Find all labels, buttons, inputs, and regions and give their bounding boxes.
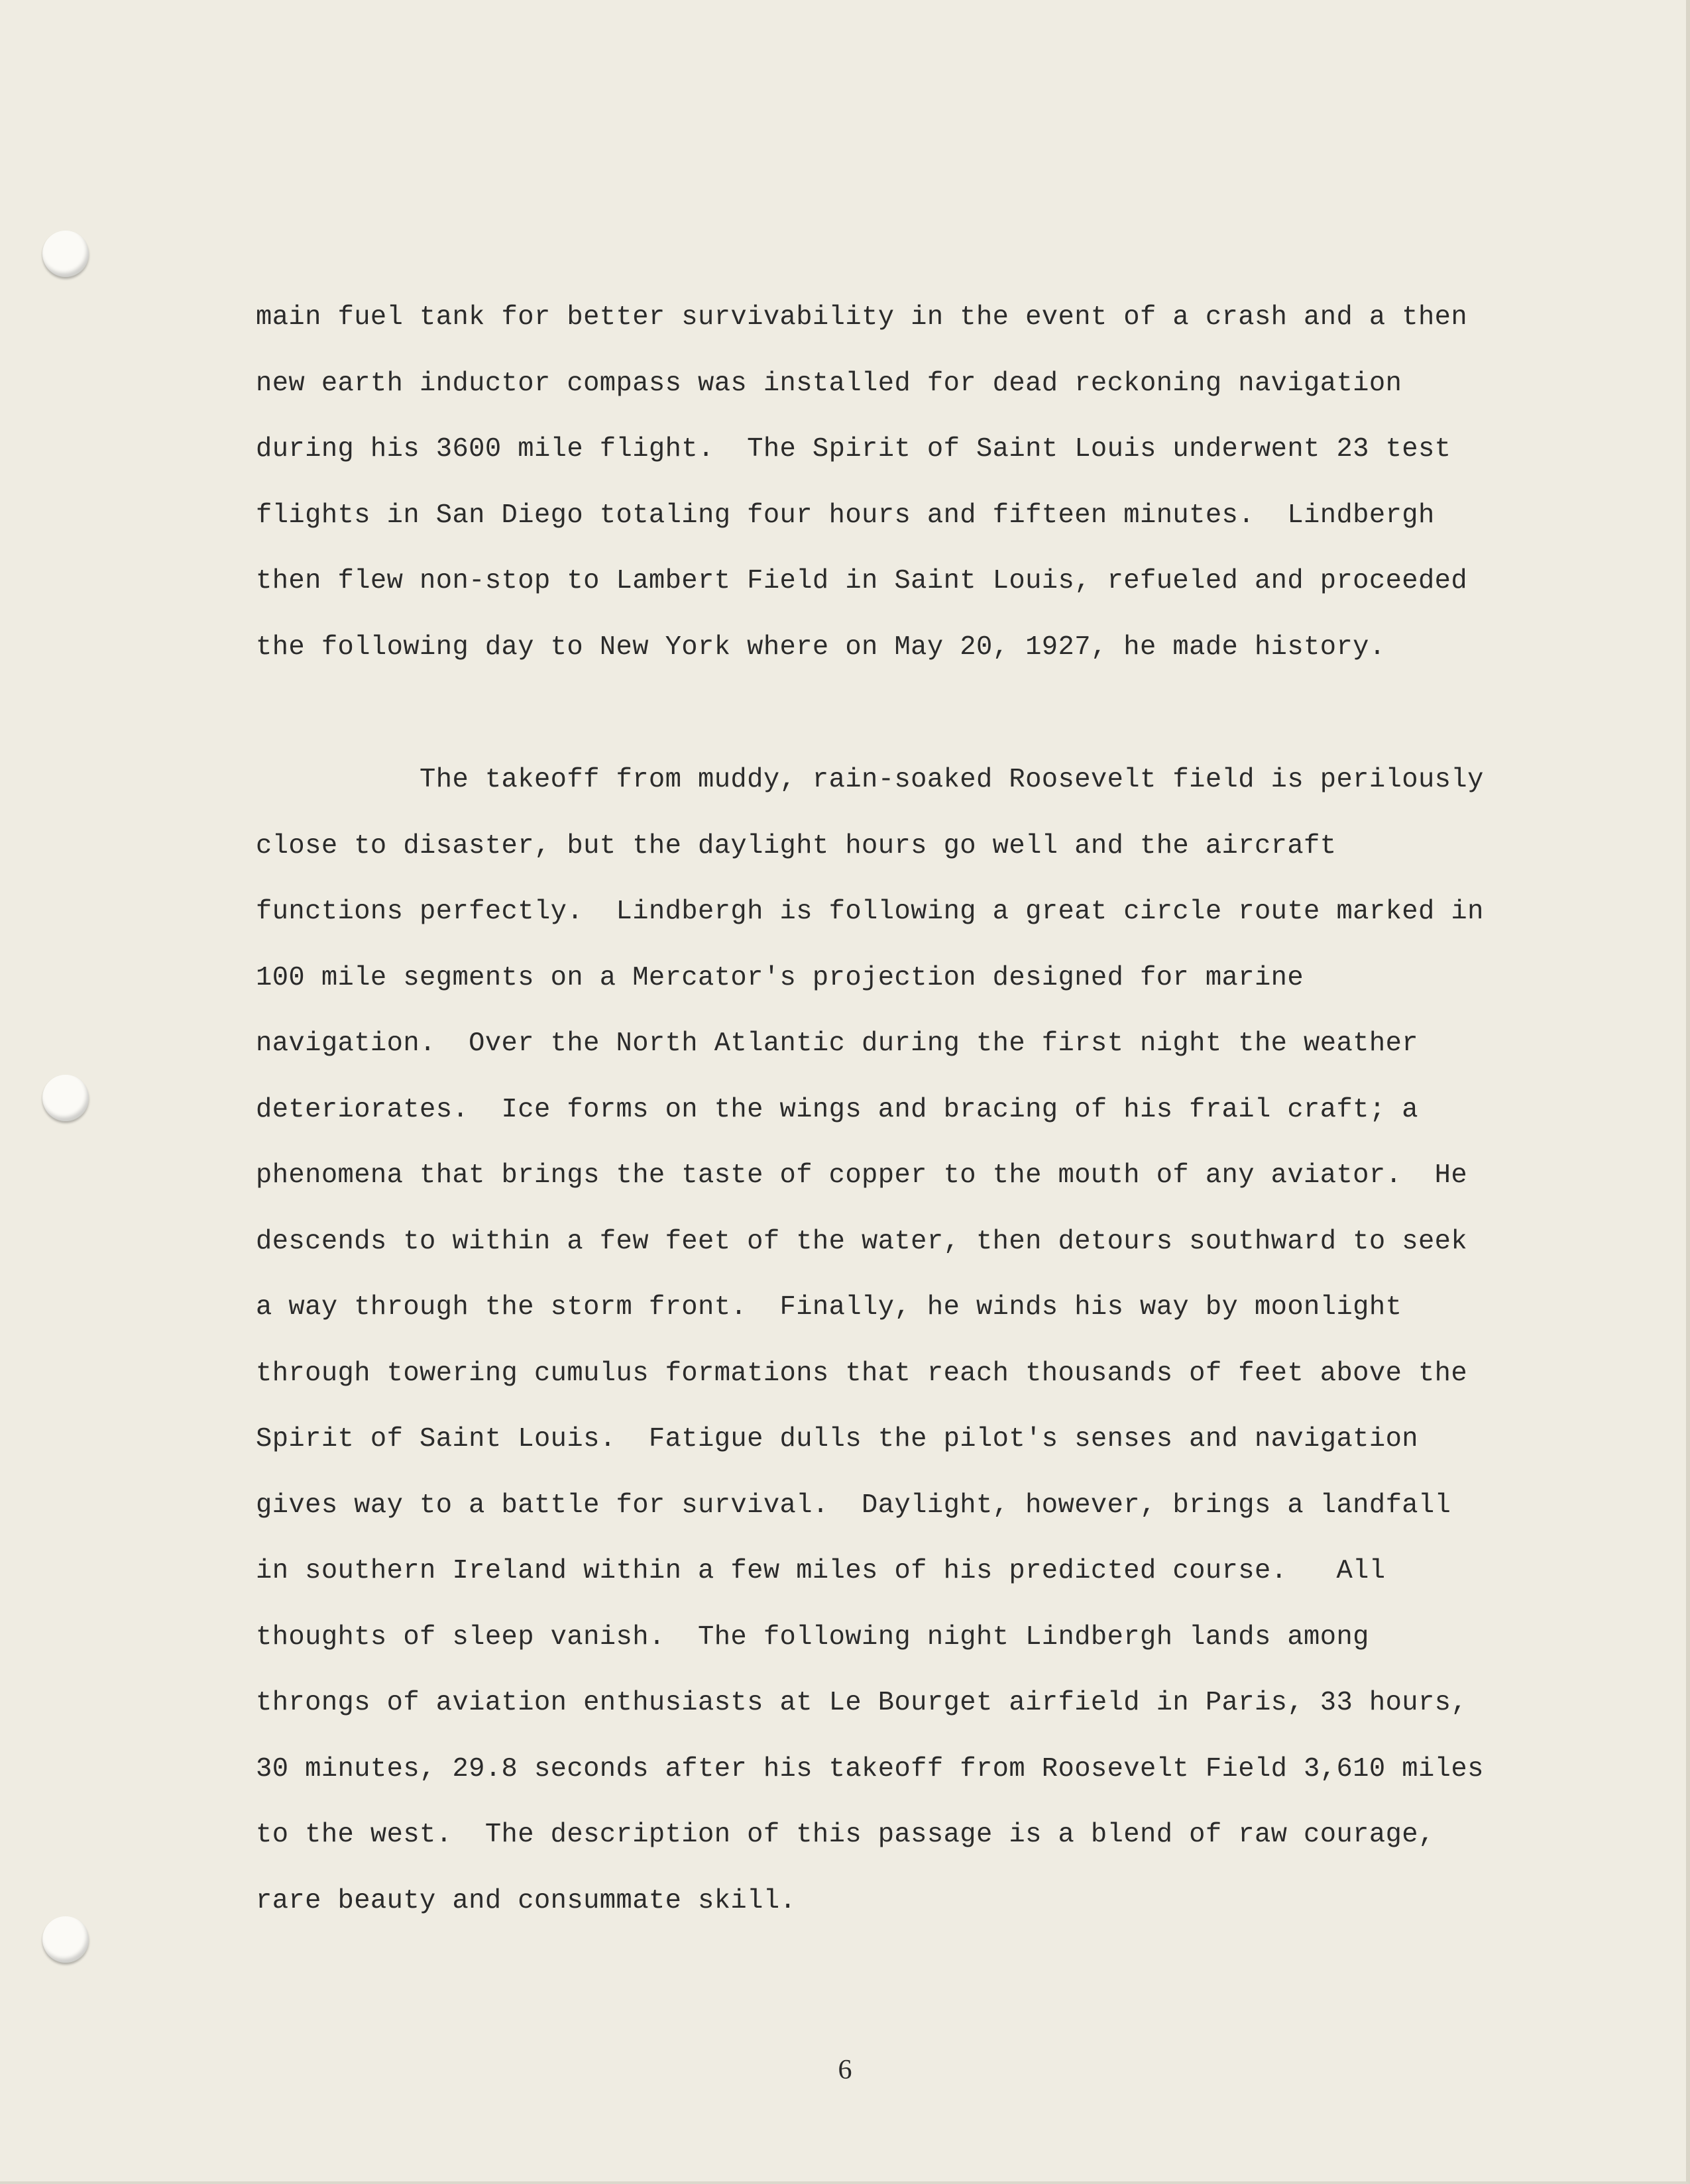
text-line: 30 minutes, 29.8 seconds after his takeoff from Roosevelt Field 3,610 miles [256,1753,1484,1784]
text-line: during his 3600 mile flight. The Spirit of Saint Louis underwent 23 test [256,434,1451,464]
text-line: through towering cumulus formations that reach thousands of feet above the [256,1358,1468,1389]
text-line: flights in San Diego totaling four hours and fifteen minutes. Lindbergh [256,500,1435,531]
text-line: 100 mile segments on a Mercator's projection designed for marine [256,962,1304,993]
text-line: new earth inductor compass was installed for dead reckoning navigation [256,368,1402,399]
text-line: close to disaster, but the daylight hours go well and the aircraft [256,830,1337,861]
text-line: throngs of aviation enthusiasts at Le Bourget airfield in Paris, 33 hours, [256,1688,1468,1718]
text-line: the following day to New York where on May 20, 1927, he made history. [256,631,1386,663]
paragraph-1 [256,285,1502,681]
text-line: then flew non-stop to Lambert Field in Saint Louis, refueled and proceeded [256,566,1468,596]
text-line: Spirit of Saint Louis. Fatigue dulls the pilot's senses and navigation [256,1424,1418,1454]
page-number: 6 [838,2055,852,2085]
text-line: descends to within a few feet of the water, then detours southward to seek [256,1226,1468,1257]
punch-hole-middle [42,1075,89,1121]
text-line: rare beauty and consummate skill. [256,1885,797,1916]
text-line: functions perfectly. Lindbergh is following a great circle route marked in [256,897,1484,927]
punch-hole-top [42,231,89,277]
paragraph-2 [256,747,1502,1934]
text-line: deteriorates. Ice forms on the wings and bracing of his frail craft; a [256,1094,1418,1125]
text-line: thoughts of sleep vanish. The following night Lindbergh lands among [256,1621,1369,1653]
text-line: in southern Ireland within a few miles of his predicted course. All [256,1556,1386,1586]
text-line: The takeoff from muddy, rain-soaked Roosevelt field is perilously [256,765,1484,795]
text-line: main fuel tank for better survivability in the event of a crash and a then [256,302,1468,333]
text-line: navigation. Over the North Atlantic during the first night the weather [256,1028,1418,1059]
text-line: a way through the storm front. Finally, he winds his way by moonlight [256,1292,1402,1323]
text-line: to the west. The description of this passage is a blend of raw courage, [256,1820,1435,1850]
text-line: phenomena that brings the taste of copper to the mouth of any aviator. He [256,1160,1468,1191]
punch-hole-bottom [42,1916,89,1963]
text-line: gives way to a battle for survival. Daylight, however, brings a landfall [256,1490,1451,1521]
